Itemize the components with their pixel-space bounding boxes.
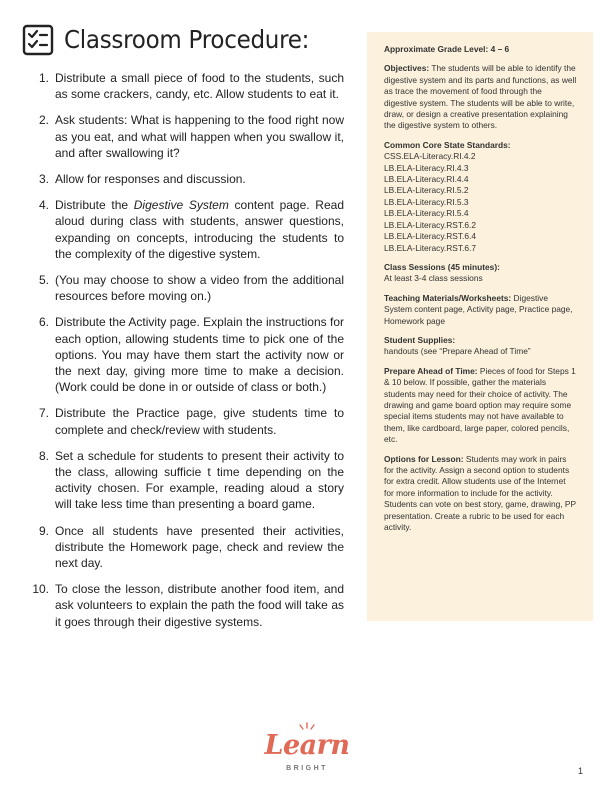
sessions-label: Class Sessions (45 minutes):: [384, 261, 500, 272]
procedure-step: [30, 448, 344, 513]
step-text-segment: Allow for responses and discussion.: [55, 172, 246, 187]
procedure-step: [30, 314, 344, 395]
procedure-step: [30, 171, 344, 187]
logo-subtitle: BRIGHT: [286, 765, 328, 772]
step-text: [55, 70, 344, 102]
procedure-step: [30, 112, 344, 161]
learn-bright-logo: [252, 722, 362, 780]
standards-list: [384, 151, 577, 254]
step-text: [55, 314, 344, 395]
standard-item: CSS.ELA-Literacy.RI.4.2: [384, 151, 476, 162]
teaching-materials: [384, 293, 577, 327]
lesson-options: [384, 454, 577, 534]
standard-item: LB.ELA-Literacy.RI.5.2: [384, 185, 469, 196]
page-number: 1: [578, 766, 584, 776]
standard-item: LB.ELA-Literacy.RST.6.2: [384, 219, 477, 230]
step-text-segment: Once all students have presented their activities, distribute the Homework page, check and review the next day.: [55, 523, 344, 571]
step-text-segment: Distribute the Practice page, give students time to complete and check/review with students.: [55, 406, 344, 437]
prepare-label: Prepare Ahead of Time:: [384, 365, 478, 376]
standards-label: Common Core State Standards:: [384, 139, 511, 150]
options-text: Students may work in pairs for the activity. Assign a second option to students for extra credit. Allow students use of the Internet for more information to include for the activity. Students can vote on best story, game, drawing, PP presentation. Create a rubric to be used for each activity.: [384, 453, 576, 533]
procedure-step: [30, 197, 344, 262]
step-number: 10.: [32, 582, 49, 597]
step-text: [55, 197, 344, 262]
standard-item: LB.ELA-Literacy.RI.4.4: [384, 174, 469, 185]
objectives-text: The students will be able to identify the digestive system and its parts and functions, as well as trace the movement of food through the digestive system. The students will be able to write, draw, or design a creative presentation explaining the digestive system to others.: [384, 63, 577, 131]
step-text: [55, 581, 344, 630]
objectives-label: Objectives:: [384, 63, 430, 74]
step-text: [55, 405, 344, 437]
checklist-icon: [22, 24, 54, 56]
step-text-segment: Distribute the: [55, 198, 134, 213]
standard-item: LB.ELA-Literacy.RI.5.3: [384, 196, 469, 207]
standard-item: LB.ELA-Literacy.RI.5.4: [384, 208, 469, 219]
page-header: [22, 24, 330, 56]
step-text-emphasis: Digestive System: [133, 198, 229, 213]
standard-item: LB.ELA-Literacy.RST.6.4: [384, 231, 477, 242]
prepare-ahead: [384, 366, 577, 446]
materials-label: Teaching Materials/Worksheets:: [384, 292, 512, 303]
procedure-steps: [30, 70, 344, 640]
step-text-segment: Distribute a small piece of food to the students, such as some crackers, candy, etc. Allow students to eat it.: [55, 71, 344, 102]
step-number: 2.: [38, 113, 49, 128]
step-number: 6.: [38, 315, 49, 330]
grade-level: [384, 44, 577, 55]
step-text-segment: content page. Read aloud during class with students, answer questions, expanding on concepts, introducing the students to the complexity of the digestive system.: [55, 198, 344, 261]
step-number: 9.: [38, 523, 49, 538]
logo-word: Learn: [264, 730, 350, 761]
supplies-text: handouts (see “Prepare Ahead of Time”: [384, 346, 531, 357]
sessions-text: At least 3-4 class sessions: [384, 273, 483, 284]
step-text-segment: Set a schedule for students to present their activity to the class, allowing sufficie t time depending on the activity chosen. For example, reading aloud a story will take less time than presenting a board game.: [55, 448, 344, 512]
objectives: [384, 63, 577, 131]
procedure-step: [30, 70, 344, 102]
step-number: 8.: [38, 448, 49, 463]
step-text: [55, 448, 344, 513]
step-text: [55, 523, 344, 572]
prepare-text: Pieces of food for Steps 1 & 10 below. If possible, gather the materials students may need for their choice of activity. The drawing and game board option may require some special items students may not have available to them, like cardboard, large paper, colored pencils, etc.: [384, 365, 576, 445]
class-sessions: [384, 262, 577, 285]
student-supplies: [384, 335, 577, 358]
page-title: Classroom Procedure:: [64, 25, 310, 54]
standard-item: LB.ELA-Literacy.RST.6.7: [384, 242, 477, 253]
step-number: 5.: [38, 273, 49, 288]
step-text-segment: Distribute the Activity page. Explain the instructions for each option, allowing students time to pick one of the options. You may have them start the activity now or the next day, giving more time to make a decision. (Work could be done in or outside of class or both.): [55, 315, 344, 395]
step-text-segment: Ask students: What is happening to the food right now as you eat, and what will happen when you swallow it, and after swallowing it?: [55, 113, 344, 160]
procedure-step: [30, 272, 344, 304]
options-label: Options for Lesson:: [384, 453, 464, 464]
procedure-step: [30, 523, 344, 572]
step-text: [55, 171, 344, 187]
step-text: [55, 112, 344, 161]
lesson-info-sidebar: [367, 32, 593, 621]
standard-item: LB.ELA-Literacy.RI.4.3: [384, 162, 469, 173]
step-text-segment: To close the lesson, distribute another food item, and ask volunteers to explain the path the food will take as it goes through their digestive systems.: [55, 582, 344, 629]
step-number: 1.: [38, 71, 49, 85]
step-number: 3.: [38, 172, 49, 187]
step-number: 4.: [38, 198, 49, 213]
procedure-step: [30, 405, 344, 437]
step-number: 7.: [38, 406, 49, 421]
step-text: [55, 272, 344, 304]
step-text-segment: (You may choose to show a video from the additional resources before moving on.): [55, 273, 344, 304]
supplies-label: Student Supplies:: [384, 334, 456, 345]
procedure-step: [30, 581, 344, 630]
materials-text: Digestive System content page, Activity page, Practice page, Homework page: [384, 292, 573, 326]
grade-level-label: Approximate Grade Level: 4 – 6: [384, 44, 510, 54]
standards: [384, 140, 577, 254]
